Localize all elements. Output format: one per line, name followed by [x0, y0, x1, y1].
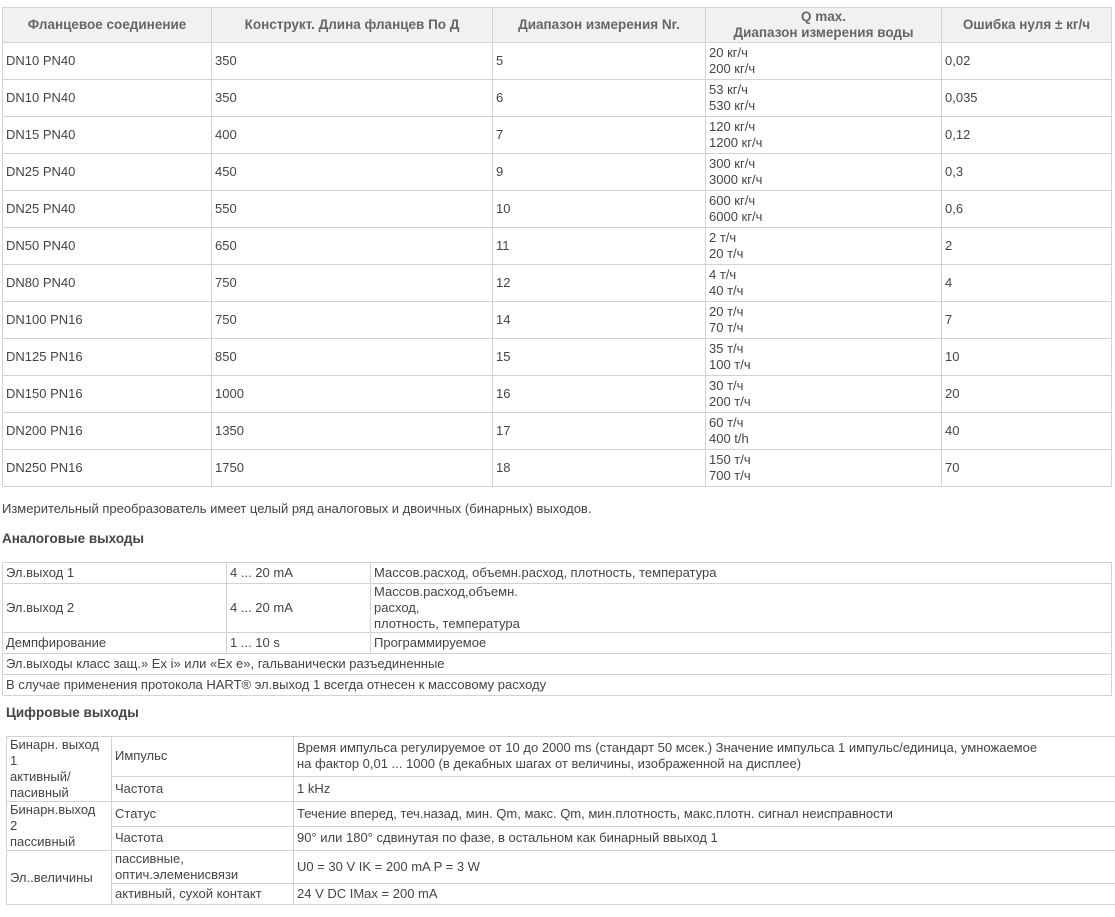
length-cell: 750 — [212, 302, 493, 339]
length-cell: 350 — [212, 43, 493, 80]
flange-cell: DN80 PN40 — [3, 265, 212, 302]
binary-output-2-label: Бинарн.выход 2 пассивный — [7, 802, 112, 851]
table-row — [3, 675, 1112, 696]
flange-cell: DN250 PN16 — [3, 450, 212, 487]
zero-error-cell: 2 — [942, 228, 1112, 265]
length-cell: 400 — [212, 117, 493, 154]
table-row — [3, 450, 1112, 487]
flange-cell: DN150 PN16 — [3, 376, 212, 413]
table-row — [3, 117, 1112, 154]
zero-error-cell: 4 — [942, 265, 1112, 302]
qmax-cell: 4 т/ч 40 т/ч — [706, 265, 942, 302]
flange-cell: DN10 PN40 — [3, 43, 212, 80]
header-flange: Фланцевое соединение — [3, 8, 212, 43]
qmax-cell: 30 т/ч 200 т/ч — [706, 376, 942, 413]
analog-desc: Массов.расход,объемн. расход, плотность, температура — [371, 584, 1112, 633]
table-row — [3, 191, 1112, 228]
zero-error-cell: 70 — [942, 450, 1112, 487]
range-nr-cell: 15 — [493, 339, 706, 376]
spec-header-row — [3, 8, 1112, 43]
range-nr-cell: 9 — [493, 154, 706, 191]
flange-cell: DN100 PN16 — [3, 302, 212, 339]
length-cell: 550 — [212, 191, 493, 228]
qmax-cell: 53 кг/ч 530 кг/ч — [706, 80, 942, 117]
zero-error-cell: 0,02 — [942, 43, 1112, 80]
qmax-cell: 150 т/ч 700 т/ч — [706, 450, 942, 487]
length-cell: 1350 — [212, 413, 493, 450]
analog-range: 1 ... 10 s — [227, 633, 371, 654]
analog-outputs-title: Аналоговые выходы — [2, 531, 145, 546]
digital-outputs-table — [6, 736, 1115, 905]
analog-desc: Программируемое — [371, 633, 1112, 654]
table-row — [3, 584, 1112, 633]
digital-value: 1 kHz — [294, 776, 1115, 801]
header-qmax: Q max. Диапазон измерения воды — [706, 8, 942, 43]
length-cell: 1000 — [212, 376, 493, 413]
qmax-cell: 60 т/ч 400 t/h — [706, 413, 942, 450]
flange-cell: DN15 PN40 — [3, 117, 212, 154]
header-length: Конструкт. Длина фланцев По Д — [212, 8, 493, 43]
analog-note-hart: В случае применения протокола HART® эл.выход 1 всегда отнесен к массовому расходу — [3, 675, 1112, 696]
header-zero-error: Ошибка нуля ± кг/ч — [942, 8, 1112, 43]
range-nr-cell: 10 — [493, 191, 706, 228]
flange-cell: DN25 PN40 — [3, 154, 212, 191]
digital-outputs-title: Цифровые выходы — [6, 705, 139, 720]
table-row — [3, 302, 1112, 339]
analog-range: 4 ... 20 mA — [227, 563, 371, 584]
digital-param: Импульс — [112, 737, 294, 777]
table-row — [3, 228, 1112, 265]
qmax-cell: 20 кг/ч 200 кг/ч — [706, 43, 942, 80]
zero-error-cell: 0,035 — [942, 80, 1112, 117]
length-cell: 850 — [212, 339, 493, 376]
flange-cell: DN10 PN40 — [3, 80, 212, 117]
zero-error-cell: 7 — [942, 302, 1112, 339]
analog-name: Эл.выход 1 — [3, 563, 227, 584]
spec-table — [2, 7, 1112, 487]
analog-outputs-table — [2, 562, 1112, 696]
header-range-nr: Диапазон измерения Nr. — [493, 8, 706, 43]
analog-range: 4 ... 20 mA — [227, 584, 371, 633]
range-nr-cell: 12 — [493, 265, 706, 302]
flange-cell: DN50 PN40 — [3, 228, 212, 265]
spec-body — [3, 43, 1112, 487]
table-row — [3, 633, 1112, 654]
zero-error-cell: 0,3 — [942, 154, 1112, 191]
table-row — [7, 851, 1115, 884]
digital-value: Время импульса регулируемое от 10 до 2000 ms (стандарт 50 мсек.) Значение импульса 1 импульс/единица, умножаемое на фактор 0,01 ... 1000 (в декабных шагах от величины, изображенной на дисплее) — [294, 737, 1115, 777]
length-cell: 750 — [212, 265, 493, 302]
qmax-cell: 120 кг/ч 1200 кг/ч — [706, 117, 942, 154]
length-cell: 450 — [212, 154, 493, 191]
qmax-cell: 300 кг/ч 3000 кг/ч — [706, 154, 942, 191]
range-nr-cell: 6 — [493, 80, 706, 117]
table-row — [7, 776, 1115, 801]
table-row — [3, 43, 1112, 80]
analog-name: Демпфирование — [3, 633, 227, 654]
digital-param: Частота — [112, 826, 294, 851]
qmax-cell: 20 т/ч 70 т/ч — [706, 302, 942, 339]
table-row — [7, 802, 1115, 827]
range-nr-cell: 14 — [493, 302, 706, 339]
zero-error-cell: 40 — [942, 413, 1112, 450]
qmax-cell: 2 т/ч 20 т/ч — [706, 228, 942, 265]
digital-value: 24 V DC IMax = 200 mA — [294, 884, 1115, 905]
digital-param: активный, сухой контакт — [112, 884, 294, 905]
table-row — [3, 654, 1112, 675]
range-nr-cell: 16 — [493, 376, 706, 413]
range-nr-cell: 18 — [493, 450, 706, 487]
intro-text: Измерительный преобразователь имеет целый ряд аналоговых и двоичных (бинарных) выходов. — [2, 501, 592, 516]
range-nr-cell: 5 — [493, 43, 706, 80]
zero-error-cell: 10 — [942, 339, 1112, 376]
analog-note-protection: Эл.выходы класс защ.» Ex i» или «Ex e», гальванически разъединенные — [3, 654, 1112, 675]
table-row — [3, 376, 1112, 413]
range-nr-cell: 17 — [493, 413, 706, 450]
table-row — [7, 884, 1115, 905]
table-row — [3, 339, 1112, 376]
digital-value: Течение вперед, теч.назад, мин. Qm, макс. Qm, мин.плотность, макс.плотн. сигнал неисправности — [294, 802, 1115, 827]
table-row — [3, 154, 1112, 191]
electrical-values-label: Эл..величины — [7, 851, 112, 905]
table-row — [7, 826, 1115, 851]
table-row — [7, 737, 1115, 777]
length-cell: 650 — [212, 228, 493, 265]
table-row — [3, 563, 1112, 584]
qmax-cell: 35 т/ч 100 т/ч — [706, 339, 942, 376]
range-nr-cell: 11 — [493, 228, 706, 265]
binary-output-1-label: Бинарн. выход 1 активный/ пасивный — [7, 737, 112, 802]
range-nr-cell: 7 — [493, 117, 706, 154]
flange-cell: DN200 PN16 — [3, 413, 212, 450]
flange-cell: DN25 PN40 — [3, 191, 212, 228]
zero-error-cell: 0,6 — [942, 191, 1112, 228]
digital-param: Статус — [112, 802, 294, 827]
zero-error-cell: 0,12 — [942, 117, 1112, 154]
length-cell: 1750 — [212, 450, 493, 487]
analog-name: Эл.выход 2 — [3, 584, 227, 633]
table-row — [3, 413, 1112, 450]
flange-cell: DN125 PN16 — [3, 339, 212, 376]
zero-error-cell: 20 — [942, 376, 1112, 413]
length-cell: 350 — [212, 80, 493, 117]
analog-desc: Массов.расход, объемн.расход, плотность, температура — [371, 563, 1112, 584]
digital-value: 90° или 180° сдвинутая по фазе, в остальном как бинарный ввыход 1 — [294, 826, 1115, 851]
table-row — [3, 80, 1112, 117]
qmax-cell: 600 кг/ч 6000 кг/ч — [706, 191, 942, 228]
table-row — [3, 265, 1112, 302]
digital-param: пассивные, оптич.элеменисвязи — [112, 851, 294, 884]
digital-param: Частота — [112, 776, 294, 801]
digital-value: U0 = 30 V IK = 200 mA P = 3 W — [294, 851, 1115, 884]
